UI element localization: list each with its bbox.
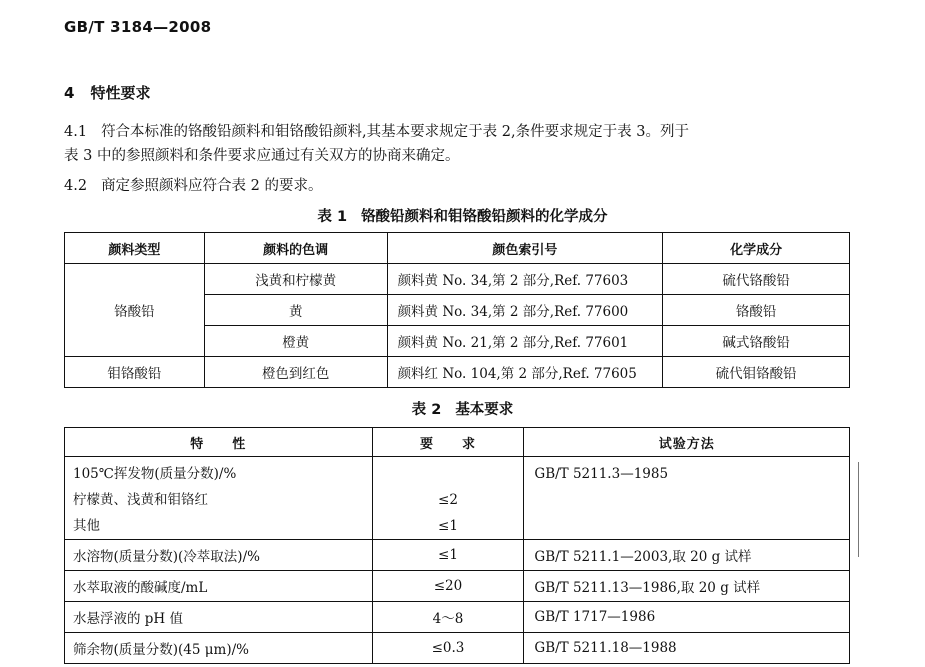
table1-index: 颜料黄 No. 34,第 2 部分,Ref. 77600 (387, 295, 663, 326)
table1-header-type: 颜料类型 (65, 233, 205, 264)
section-heading (64, 82, 150, 103)
table2-property: 水溶物(质量分数)(冷萃取法)/% (65, 540, 373, 571)
table1-tone: 橙色到红色 (204, 357, 387, 388)
paragraph-4-1-line2: 表 3 中的参照颜料和条件要求应通过有关双方的协商来确定。 (64, 148, 460, 164)
clause-text-4-1a: 符合本标准的铬酸铅颜料和钼铬酸铅颜料,其基本要求规定于表 2,条件要求规定于表 3。列于 (101, 124, 689, 140)
table2-requirement: ≤20 (372, 571, 524, 602)
table1-header-index: 颜色索引号 (387, 233, 663, 264)
table1-header-chem: 化学成分 (663, 233, 850, 264)
table2-volatile-requirement (372, 457, 524, 540)
table2-method: GB/T 5211.1—2003,取 20 g 试样 (524, 540, 850, 571)
clause-text-4-2: 商定参照颜料应符合表 2 的要求。 (101, 178, 323, 194)
paragraph-4-2 (64, 174, 323, 198)
table1-header-row (65, 233, 850, 264)
table2-volatile-sub2: 其他 (73, 518, 100, 534)
table-row (65, 602, 850, 633)
table2-property: 筛余物(质量分数)(45 μm)/% (65, 633, 373, 664)
table1-tone: 浅黄和柠檬黄 (204, 264, 387, 295)
table2-requirement: ≤0.3 (372, 633, 524, 664)
table2-label: 表 2 (411, 402, 442, 418)
table-row (65, 457, 850, 540)
table2-method: GB/T 1717—1986 (524, 602, 850, 633)
table1-chem: 碱式铬酸铅 (663, 326, 850, 357)
table2-volatile-blank (381, 461, 516, 487)
table2-volatile-title: 105℃挥发物(质量分数)/% (73, 466, 237, 482)
table2-title: 基本要求 (455, 402, 514, 418)
clause-number-4-1: 4.1 (64, 124, 88, 140)
table-row (65, 357, 850, 388)
table2-header-row (65, 428, 850, 457)
table1-label: 表 1 (317, 209, 348, 225)
table2-volatile-property (65, 457, 373, 540)
document-code: GB/T 3184—2008 (64, 18, 212, 36)
table1-index: 颜料黄 No. 21,第 2 部分,Ref. 77601 (387, 326, 663, 357)
table1-chemical-composition (64, 232, 850, 388)
table1-tone: 黄 (204, 295, 387, 326)
scan-edge-line (858, 462, 859, 557)
table2-volatile-sub1: 柠檬黄、浅黄和钼铬红 (73, 492, 208, 508)
table-row (65, 571, 850, 602)
clause-number-4-2: 4.2 (64, 178, 88, 194)
table2-header-requirement: 要 求 (372, 428, 524, 457)
table2-caption (0, 398, 925, 419)
section-number: 4 (64, 84, 75, 102)
section-title: 特性要求 (90, 84, 151, 102)
table2-basic-requirements (64, 427, 850, 664)
table2-volatile-method-text: GB/T 5211.3—1985 (534, 466, 669, 482)
table2-method: GB/T 5211.13—1986,取 20 g 试样 (524, 571, 850, 602)
table2-volatile-req2: ≤1 (438, 518, 458, 534)
table1-title: 铬酸铅颜料和钼铬酸铅颜料的化学成分 (361, 209, 608, 225)
table1-group-lead-molybdate: 钼铬酸铅 (65, 357, 205, 388)
table2-header-property: 特 性 (65, 428, 373, 457)
table-row (65, 264, 850, 295)
table1-index: 颜料红 No. 104,第 2 部分,Ref. 77605 (387, 357, 663, 388)
table1-index: 颜料黄 No. 34,第 2 部分,Ref. 77603 (387, 264, 663, 295)
table2-method: GB/T 5211.18—1988 (524, 633, 850, 664)
table1-header-tone: 颜料的色调 (204, 233, 387, 264)
paragraph-4-1-line1 (64, 120, 689, 144)
table2-volatile-req1: ≤2 (438, 492, 458, 508)
table2-property: 水悬浮液的 pH 值 (65, 602, 373, 633)
table1-chem: 铬酸铅 (663, 295, 850, 326)
table2-requirement: ≤1 (372, 540, 524, 571)
table1-tone: 橙黄 (204, 326, 387, 357)
table2-header-method: 试验方法 (524, 428, 850, 457)
table2-volatile-method (524, 457, 850, 540)
table1-chem: 硫代铬酸铅 (663, 264, 850, 295)
table1-chem: 硫代钼铬酸铅 (663, 357, 850, 388)
table2-property: 水萃取液的酸碱度/mL (65, 571, 373, 602)
table1-group-lead-chromate: 铬酸铅 (65, 264, 205, 357)
table-row (65, 540, 850, 571)
table2-requirement: 4～8 (372, 602, 524, 633)
table-row (65, 633, 850, 664)
table1-caption (0, 205, 925, 226)
